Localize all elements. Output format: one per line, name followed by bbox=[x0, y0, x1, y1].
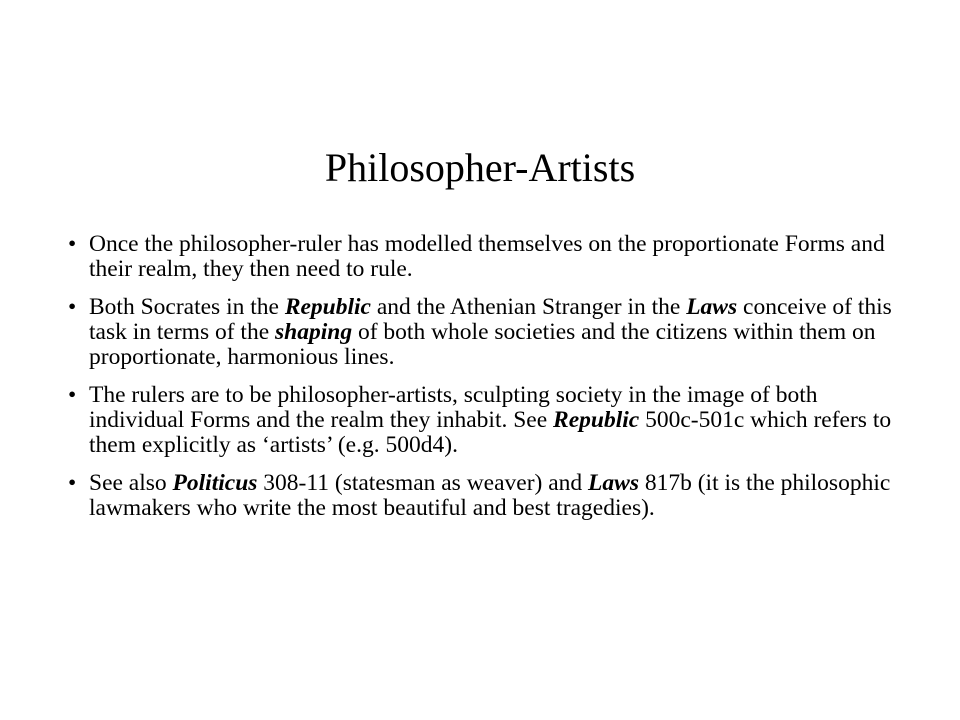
work-title-emphasis: Laws bbox=[588, 470, 639, 496]
bullet-text-segment: The rulers are to be philosopher-artists, sculpting society in the image of both individual Forms and the realm they inhabit. See bbox=[89, 382, 818, 433]
bullet-text-segment: 308-11 (statesman as weaver) and bbox=[257, 470, 589, 496]
bullet-text-segment: of both whole societies and the citizens within them on proportionate, harmonious lines. bbox=[89, 319, 876, 370]
bullet-item bbox=[66, 295, 896, 370]
bullet-item bbox=[66, 471, 896, 521]
bullet-text-segment: Once the philosopher-ruler has modelled themselves on the proportionate Forms and their realm, they then need to rule. bbox=[89, 231, 885, 282]
bullet-marker: • bbox=[68, 294, 77, 320]
bullet-text bbox=[89, 295, 896, 370]
bullet-list bbox=[66, 232, 896, 534]
bullet-text-segment: conceive of this task in terms of the bbox=[89, 294, 892, 345]
bullet-text-segment: See also bbox=[89, 470, 173, 496]
bullet-item bbox=[66, 232, 896, 282]
bullet-text bbox=[89, 471, 896, 521]
work-title-emphasis: Laws bbox=[686, 294, 738, 320]
bullet-item bbox=[66, 383, 896, 458]
slide-title: Philosopher-Artists bbox=[324, 145, 636, 190]
bullet-marker: • bbox=[68, 382, 77, 408]
bullet-text-segment: Both Socrates in the bbox=[89, 294, 285, 320]
bullet-marker: • bbox=[68, 470, 77, 496]
work-title-emphasis: Republic bbox=[553, 407, 640, 433]
bullet-text-segment: 817b (it is the philosophic lawmakers who write the most beautiful and best tragedies). bbox=[89, 470, 891, 521]
bullet-marker: • bbox=[68, 231, 77, 257]
work-title-emphasis: Politicus bbox=[172, 470, 258, 496]
bullet-text bbox=[89, 383, 896, 458]
bullet-text-segment: and the Athenian Stranger in the bbox=[370, 294, 687, 320]
bullet-text bbox=[89, 232, 896, 282]
term-emphasis: shaping bbox=[275, 319, 353, 345]
bullet-text-segment: 500c-501c which refers to them explicitly as ‘artists’ (e.g. 500d4). bbox=[89, 407, 892, 458]
work-title-emphasis: Republic bbox=[284, 294, 371, 320]
